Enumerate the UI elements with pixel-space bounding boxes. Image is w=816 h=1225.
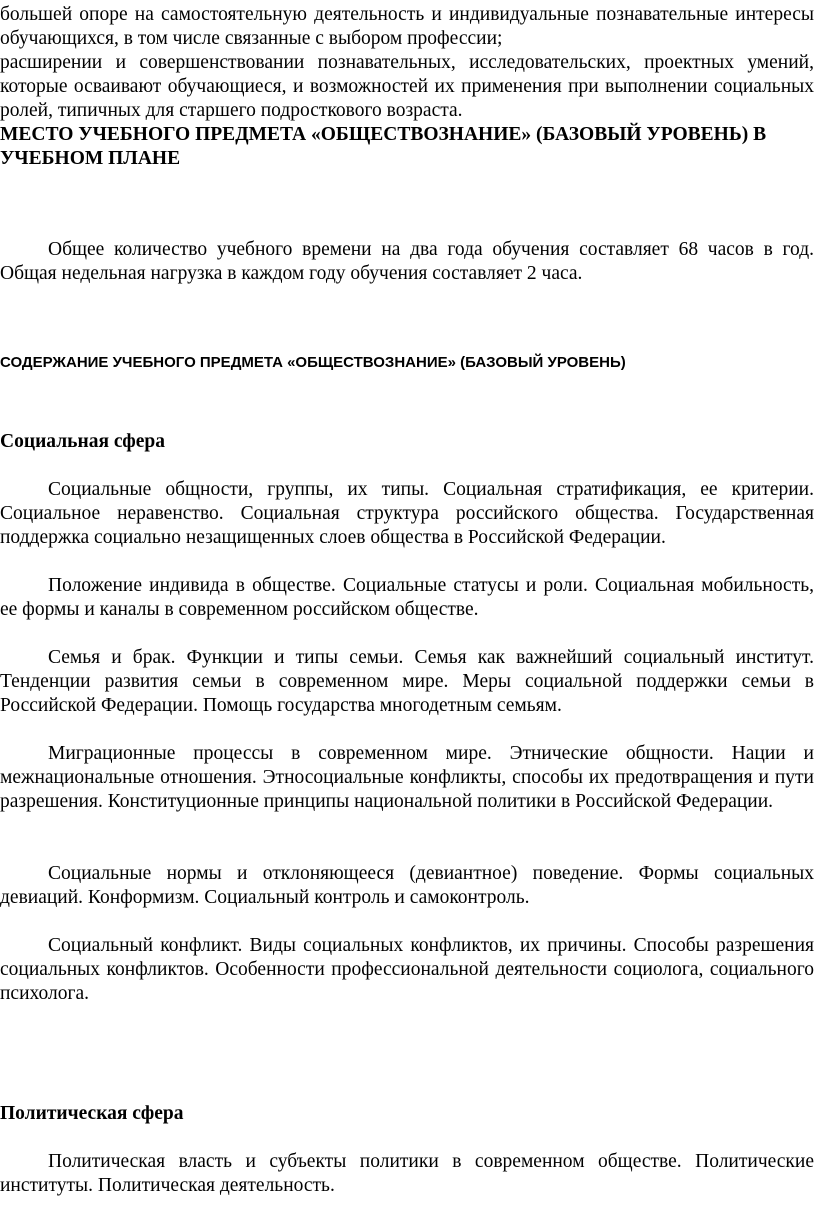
social-paragraph: Семья и брак. Функции и типы семьи. Семья как важнейший социальный институт. Тенденции развития семьи в современном мире. Меры социальной поддержки семьи в Российской Федерации. Помощь государства многодетным семьям.	[0, 647, 814, 716]
social-paragraph: Социальные нормы и отклоняющееся (девиантное) поведение. Формы социальных девиаций. Конформизм. Социальный контроль и самоконтроль.	[0, 863, 814, 908]
content-heading: СОДЕРЖАНИЕ УЧЕБНОГО ПРЕДМЕТА «ОБЩЕСТВОЗНАНИЕ» (БАЗОВЫЙ УРОВЕНЬ)	[0, 354, 626, 371]
social-paragraph: Социальный конфликт. Виды социальных конфликтов, их причины. Способы разрешения социальных конфликтов. Особенности профессиональной деятельности социолога, социального психолога.	[0, 935, 814, 1004]
social-paragraph: Миграционные процессы в современном мире. Этнические общности. Нации и межнациональные отношения. Этносоциальные конфликты, способы их предотвращения и пути разрешения. Конституционные принципы национальной политики в Российской Федерации.	[0, 743, 814, 812]
political-paragraph: Политическая власть и субъекты политики в современном обществе. Политические институты. Политическая деятельность.	[0, 1151, 814, 1196]
political-sphere-title: Политическая сфера	[0, 1103, 184, 1124]
place-text: Общее количество учебного времени на два года обучения составляет 68 часов в год. Общая недельная нагрузка в каждом году обучения составляет 2 часа.	[0, 239, 814, 284]
social-sphere-title: Социальная сфера	[0, 431, 166, 452]
place-heading: МЕСТО УЧЕБНОГО ПРЕДМЕТА «ОБЩЕСТВОЗНАНИЕ» (БАЗОВЫЙ УРОВЕНЬ) В УЧЕБНОМ ПЛАНЕ	[0, 124, 767, 169]
intro-paragraph-1: большей опоре на самостоятельную деятельность и индивидуальные познавательные интересы обучающихся, в том числе связанные с выбором профессии;	[0, 4, 814, 49]
intro-paragraph-2: расширении и совершенствовании познавательных, исследовательских, проектных умений, которые осваивают обучающиеся, и возможностей их применения при выполнении социальных ролей, типичных для старшего подросткового возраста.	[0, 52, 814, 121]
social-paragraph: Социальные общности, группы, их типы. Социальная стратификация, ее критерии. Социальное неравенство. Социальная структура российского общества. Государственная поддержка социально незащищенных слоев общества в Российской Федерации.	[0, 479, 814, 548]
social-paragraph: Положение индивида в обществе. Социальные статусы и роли. Социальная мобильность, ее формы и каналы в современном российском обществе.	[0, 575, 814, 620]
